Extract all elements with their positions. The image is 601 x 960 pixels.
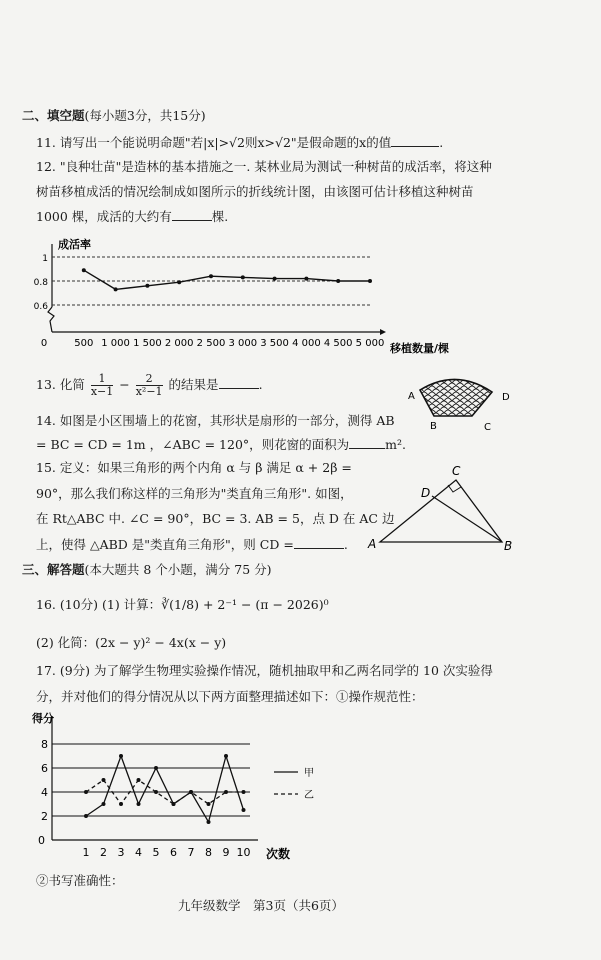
q16-line1: 16. (10分) (1) 计算：∛(1/8) + 2⁻¹ − (π − 2026)⁰ bbox=[36, 597, 329, 612]
window-label-c: C bbox=[484, 422, 491, 433]
x-tick-label: 2 000 bbox=[164, 338, 194, 349]
x-tick-label: 4 bbox=[135, 846, 142, 859]
survival-rate-point bbox=[273, 277, 277, 281]
window-label-d: D bbox=[502, 392, 510, 403]
series-jia-point bbox=[224, 754, 228, 758]
q13-suffix: 的结果是 bbox=[168, 377, 219, 392]
section-3-note: (本大题共 8 个小题，满分 75 分) bbox=[84, 562, 272, 577]
survival-rate-point bbox=[368, 279, 372, 283]
y-tick-label: 0.8 bbox=[33, 278, 48, 288]
right-triangle-figure bbox=[366, 462, 526, 556]
series-yi-point bbox=[137, 778, 141, 782]
q15-line4-text: 上，使得 △ABD 是"类直角三角形"，则 CD = bbox=[36, 537, 294, 552]
y-tick-label: 4 bbox=[41, 786, 48, 799]
section-2-heading bbox=[22, 108, 206, 124]
q15-answer-blank[interactable] bbox=[294, 537, 344, 549]
q12-line2: 树苗移植成活的情况绘制成如图所示的折线统计图，由该图可估计移植这种树苗 bbox=[36, 184, 474, 199]
score-line-chart bbox=[30, 708, 360, 866]
window-label-a: A bbox=[408, 391, 415, 402]
x-tick-label: 9 bbox=[222, 846, 230, 859]
x-axis-label: 移植数量/棵 bbox=[390, 342, 450, 355]
q11-text: 11. 请写出一个能说明命题"若|x|>√2则x>√2"是假命题的x的值 bbox=[36, 135, 392, 150]
x-tick-label: 7 bbox=[187, 846, 195, 859]
q12-line3b: 棵. bbox=[211, 209, 229, 224]
y-axis-break bbox=[48, 307, 54, 332]
survival-rate-series-line bbox=[84, 270, 370, 289]
window-label-b: B bbox=[430, 421, 437, 432]
triangle-abc bbox=[380, 480, 502, 542]
series-jia-point bbox=[154, 766, 158, 770]
series-jia-point bbox=[119, 754, 123, 758]
question-11: 11. 请写出一个能说明命题"若|x|>√2则x>√2"是假命题的x的值 . bbox=[36, 135, 444, 150]
q16-line2: (2) 化简：(2x − y)² − 4x(x − y) bbox=[36, 635, 227, 650]
survival-rate-point bbox=[336, 279, 340, 283]
y-tick-label: 6 bbox=[41, 762, 48, 775]
section-2-note: (每小题3分，共15分) bbox=[84, 108, 206, 123]
x-tick-label: 1 bbox=[82, 846, 90, 859]
q12-line3a: 1000 棵，成活的大约有 bbox=[36, 209, 172, 224]
y-axis-label: 成活率 bbox=[58, 238, 91, 251]
x-tick-label: 2 500 bbox=[196, 338, 226, 349]
q17-line1: 17. (9分) 为了解学生物理实验操作情况，随机抽取甲和乙两名同学的 10 次实验得 bbox=[36, 663, 493, 678]
q13-f2-num: 2 bbox=[136, 373, 163, 386]
series-jia-point bbox=[84, 814, 88, 818]
q13-prefix: 13. 化简 bbox=[36, 377, 85, 392]
right-angle-mark bbox=[448, 485, 461, 492]
survival-rate-line-chart bbox=[30, 232, 470, 360]
survival-rate-point bbox=[177, 280, 181, 284]
x-tick-label: 2 bbox=[100, 846, 107, 859]
q17-line2: 分，并对他们的得分情况从以下两方面整理描述如下：①操作规范性： bbox=[36, 689, 424, 704]
x-tick-label: 0 bbox=[40, 338, 48, 349]
q12-line3 bbox=[36, 209, 228, 225]
segment-bd bbox=[432, 496, 502, 542]
y-tick-label: 1 bbox=[42, 254, 48, 264]
flower-window-shape bbox=[420, 379, 492, 416]
series-jia-point bbox=[137, 802, 141, 806]
x-tick-label: 3 000 bbox=[228, 338, 258, 349]
x-tick-label: 4 500 bbox=[323, 338, 353, 349]
survival-rate-point bbox=[145, 284, 149, 288]
q12-answer-blank[interactable] bbox=[172, 209, 212, 221]
x-tick-label: 4 000 bbox=[292, 338, 321, 349]
survival-rate-point bbox=[241, 275, 245, 279]
flower-window-figure bbox=[400, 368, 520, 434]
series-jia-point bbox=[242, 808, 246, 812]
series-jia-line bbox=[86, 756, 244, 822]
q14-line1: 14. 如图是小区围墙上的花窗，其形状是扇形的一部分，测得 AB bbox=[36, 413, 395, 428]
q13-fraction-2 bbox=[136, 373, 163, 398]
series-yi-point bbox=[154, 790, 158, 794]
series-yi-point bbox=[224, 790, 228, 794]
page-footer: 九年级数学 第3页（共6页） bbox=[178, 898, 344, 913]
series-jia-point bbox=[207, 820, 211, 824]
series-yi-point bbox=[189, 790, 193, 794]
q15-line1: 15. 定义：如果三角形的两个内角 α 与 β 满足 α + 2β = bbox=[36, 460, 352, 475]
q15-line4: 上，使得 △ABD 是"类直角三角形"，则 CD = . bbox=[36, 537, 348, 552]
legend-yi-label: 乙 bbox=[304, 790, 314, 801]
series-jia-point bbox=[102, 802, 106, 806]
section-3-title: 三、解答题 bbox=[22, 562, 85, 577]
q11-answer-blank[interactable] bbox=[391, 135, 439, 147]
y-tick-label: 2 bbox=[41, 810, 48, 823]
x-tick-label: 5 000 bbox=[355, 338, 385, 349]
series-yi-point bbox=[102, 778, 106, 782]
x-tick-label: 6 bbox=[170, 846, 177, 859]
y-tick-label: 0.6 bbox=[33, 302, 48, 312]
q14-line2 bbox=[36, 437, 406, 453]
x-tick-label: 3 500 bbox=[260, 338, 289, 349]
origin-label: 0 bbox=[38, 834, 45, 847]
survival-rate-point bbox=[114, 287, 118, 291]
q17-line3: ②书写准确性： bbox=[36, 873, 124, 888]
series-yi-point bbox=[119, 802, 123, 806]
x-axis-arrow bbox=[380, 329, 386, 335]
q13-f1-den: x−1 bbox=[90, 385, 114, 398]
survival-rate-point bbox=[304, 277, 308, 281]
q15-line3: 在 Rt△ABC 中. ∠C = 90°，BC = 3. AB = 5，点 D 在 AC 边 bbox=[36, 511, 395, 526]
q14-answer-blank[interactable] bbox=[349, 437, 385, 449]
q14-line2a: = BC = CD = 1m ，∠ABC = 120°，则花窗的面积为 bbox=[36, 437, 350, 452]
series-yi-point bbox=[84, 790, 88, 794]
triangle-label-d: D bbox=[421, 486, 431, 500]
q13-f2-den: x²−1 bbox=[135, 385, 163, 398]
section-3-heading bbox=[22, 562, 272, 578]
q13-minus: − bbox=[119, 377, 130, 392]
q13-f1-num: 1 bbox=[91, 373, 113, 386]
x-tick-label: 5 bbox=[152, 846, 160, 859]
y-axis-label: 得分 bbox=[32, 712, 54, 725]
q13-fraction-1 bbox=[91, 373, 113, 398]
survival-rate-point bbox=[82, 268, 86, 272]
x-tick-label: 8 bbox=[205, 846, 212, 859]
legend-jia-label: 甲 bbox=[304, 768, 314, 779]
series-yi-point bbox=[172, 802, 176, 806]
triangle-label-a: A bbox=[368, 537, 377, 551]
x-tick-label: 3 bbox=[117, 846, 125, 859]
x-tick-label: 10 bbox=[236, 846, 251, 859]
survival-rate-point bbox=[209, 274, 213, 278]
x-tick-label: 500 bbox=[74, 338, 94, 349]
q13-answer-blank[interactable] bbox=[219, 377, 259, 389]
section-2-title: 二、填空题 bbox=[22, 108, 85, 123]
triangle-label-c: C bbox=[452, 464, 461, 478]
series-yi-point bbox=[207, 802, 211, 806]
x-tick-label: 1 000 bbox=[101, 338, 130, 349]
x-tick-label: 1 500 bbox=[133, 338, 162, 349]
question-13: 13. 化简 $\frac{1}{x-1}$ − $\frac{2}{\text{x²−1}}$ 的结果是 . bbox=[36, 372, 263, 398]
q12-line1: 12. "良种壮苗"是造林的基本措施之一. 某林业局为测试一种树苗的成活率，将这种 bbox=[36, 159, 492, 174]
q14-line2b: m². bbox=[385, 437, 406, 452]
q15-line2: 90°，那么我们称这样的三角形为"类直角三角形". 如图， bbox=[36, 486, 353, 501]
x-axis-label: 次数 bbox=[266, 847, 291, 861]
triangle-label-b: B bbox=[504, 539, 513, 553]
y-tick-label: 8 bbox=[41, 738, 48, 751]
series-yi-point bbox=[242, 790, 246, 794]
